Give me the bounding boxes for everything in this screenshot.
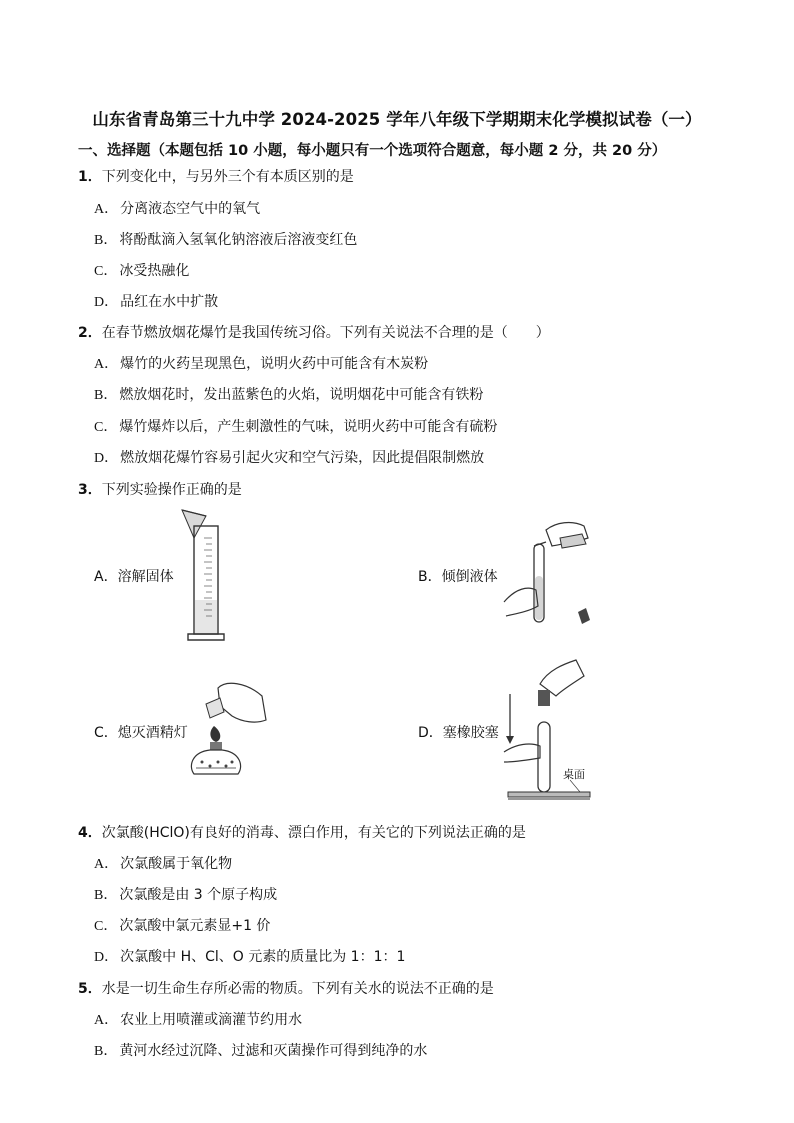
q1-option-c: C． 冰受热融化 bbox=[94, 263, 190, 279]
q1-option-b: B． 将酚酞滴入氢氧化钠溶液后溶液变红色 bbox=[94, 232, 358, 248]
question-stem: 下列变化中，与另外三个有本质区别的是 bbox=[101, 169, 354, 185]
alcohol-lamp-figure bbox=[186, 680, 276, 780]
question-2 bbox=[78, 322, 550, 342]
q2-option-d: D． 燃放烟花爆竹容易引起火灾和空气污染，因此提倡限制燃放 bbox=[94, 450, 485, 466]
question-number: 1． bbox=[78, 169, 102, 185]
graduated-cylinder-figure bbox=[178, 508, 238, 644]
question-number: 3． bbox=[78, 482, 102, 498]
question-stem: 在春节燃放烟花爆竹是我国传统习俗。下列有关说法不合理的是（ ） bbox=[101, 325, 550, 341]
q2-option-a: A． 爆竹的火药呈现黑色，说明火药中可能含有木炭粉 bbox=[94, 356, 429, 372]
question-stem: 下列实验操作正确的是 bbox=[101, 482, 242, 498]
q4-option-d: D． 次氯酸中 H、Cl、O 元素的质量比为 1：1：1 bbox=[94, 949, 406, 965]
question-number: 5． bbox=[78, 981, 102, 997]
question-3 bbox=[78, 479, 242, 499]
question-stem: 水是一切生命生存所必需的物质。下列有关水的说法不正确的是 bbox=[101, 981, 494, 997]
question-5 bbox=[78, 978, 494, 998]
table-label: 桌面 bbox=[563, 768, 585, 781]
pouring-liquid-figure bbox=[500, 516, 600, 631]
q3-option-c: C．熄灭酒精灯 bbox=[94, 725, 188, 741]
q2-option-c: C． 爆竹爆炸以后，产生刺激性的气味，说明火药中可能含有硫粉 bbox=[94, 419, 498, 435]
q3-option-d: D．塞橡胶塞 bbox=[418, 725, 499, 741]
stopper-test-tube-figure bbox=[500, 656, 600, 804]
question-4 bbox=[78, 822, 526, 842]
q3-option-b: B．倾倒液体 bbox=[418, 569, 498, 585]
question-stem: 次氯酸(HClO)有良好的消毒、漂白作用，有关它的下列说法正确的是 bbox=[101, 825, 526, 841]
q4-option-b: B． 次氯酸是由 3 个原子构成 bbox=[94, 887, 278, 903]
q3-option-a: A．溶解固体 bbox=[94, 569, 174, 585]
q5-option-b: B． 黄河水经过沉降、过滤和灭菌操作可得到纯净的水 bbox=[94, 1043, 428, 1059]
q1-option-a: A． 分离液态空气中的氧气 bbox=[94, 201, 261, 217]
section-heading: 一、选择题（本题包括 10 小题，每小题只有一个选项符合题意，每小题 2 分，共 20 分） bbox=[78, 143, 667, 159]
q1-option-d: D． 品红在水中扩散 bbox=[94, 294, 219, 310]
q5-option-a: A． 农业上用喷灌或滴灌节约用水 bbox=[94, 1012, 303, 1028]
question-number: 2． bbox=[78, 325, 102, 341]
q2-option-b: B． 燃放烟花时，发出蓝紫色的火焰，说明烟花中可能含有铁粉 bbox=[94, 387, 484, 403]
exam-title: 山东省青岛第三十九中学 2024-2025 学年八年级下学期期末化学模拟试卷（一） bbox=[92, 110, 702, 129]
q4-option-a: A． 次氯酸属于氧化物 bbox=[94, 856, 233, 872]
question-1 bbox=[78, 166, 354, 186]
question-number: 4． bbox=[78, 825, 102, 841]
q4-option-c: C． 次氯酸中氯元素显+1 价 bbox=[94, 918, 271, 934]
